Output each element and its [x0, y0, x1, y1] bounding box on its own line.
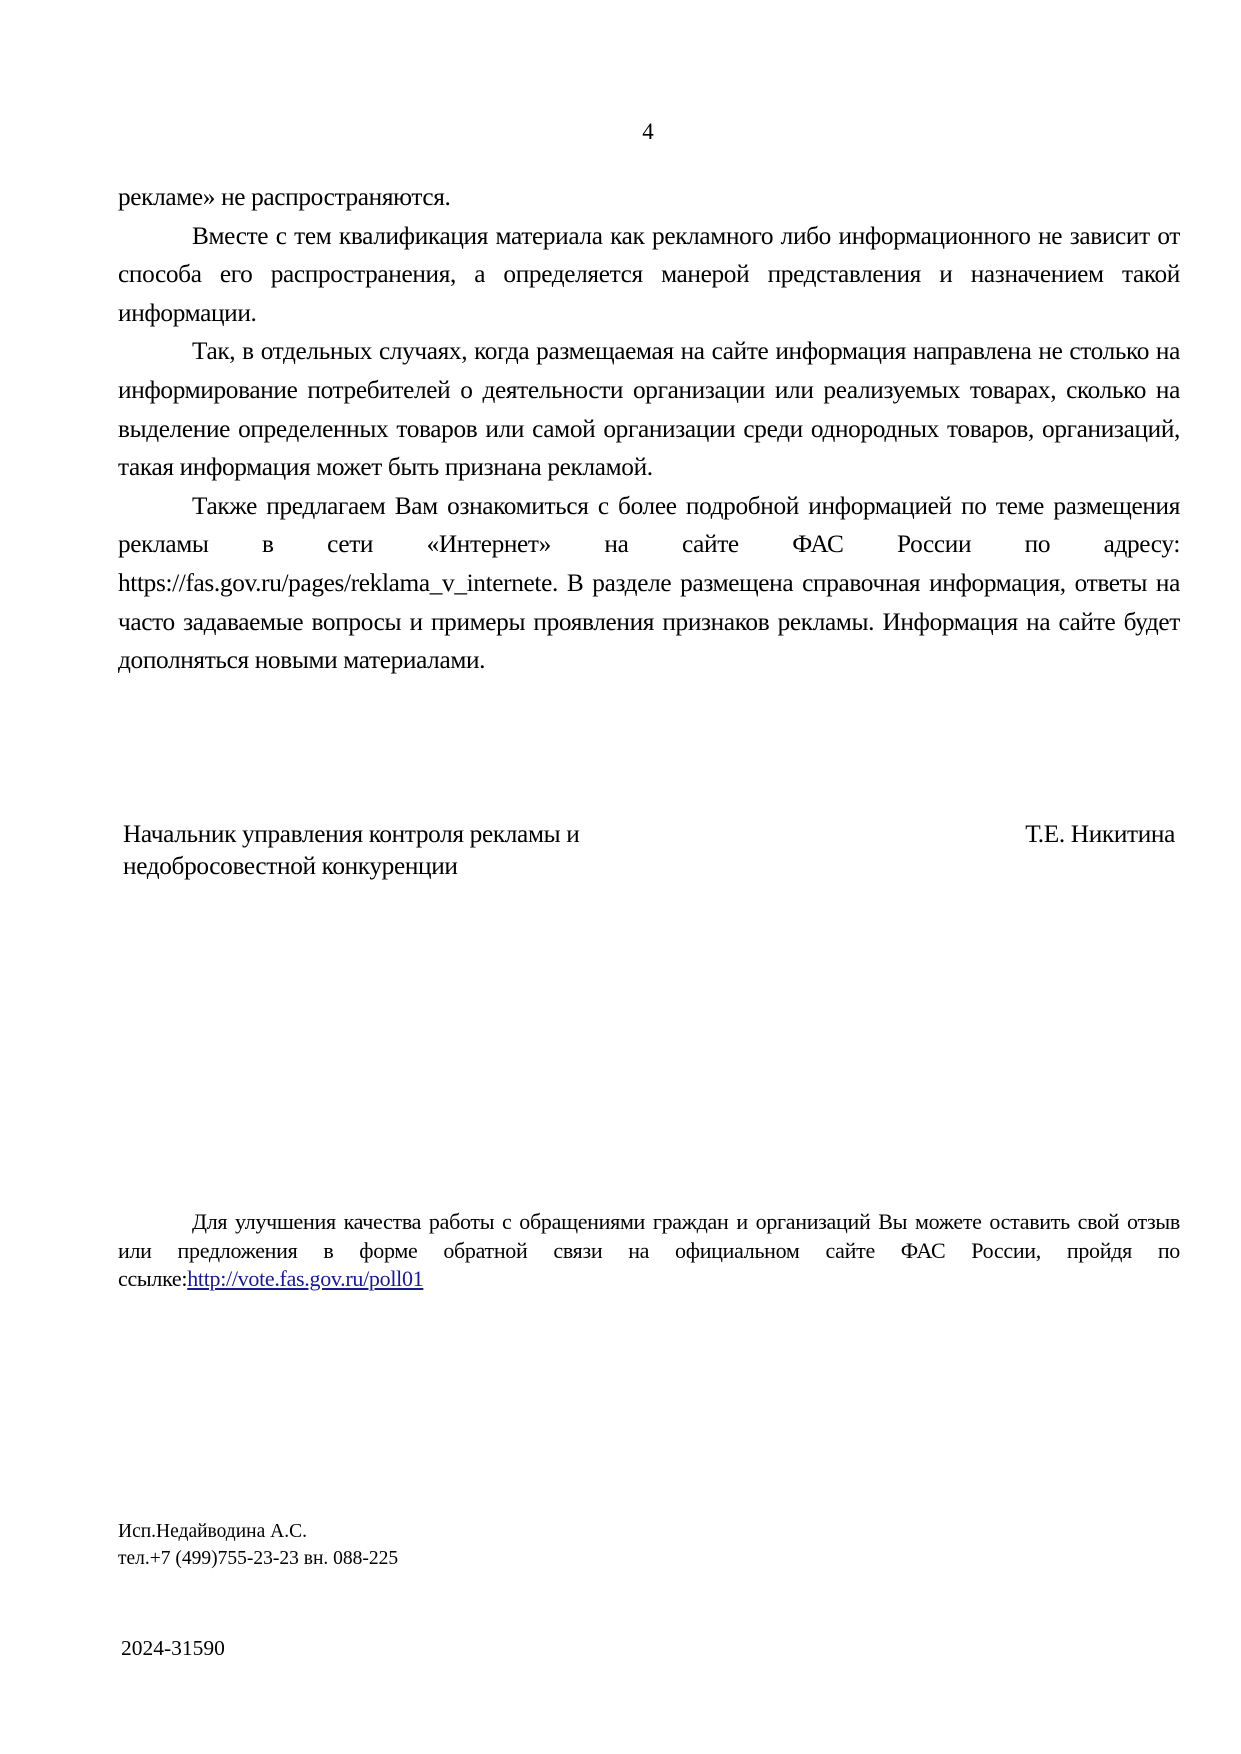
- signatory-position-line1: Начальник управления контроля рекламы и: [123, 820, 580, 848]
- executor-phone: тел.+7 (499)755-23-23 вн. 088-225: [118, 1548, 399, 1569]
- feedback-link[interactable]: http://vote.fas.gov.ru/poll01: [187, 1266, 424, 1291]
- executor-info: [118, 1518, 398, 1572]
- signatory-position: [123, 818, 723, 882]
- executor-name: Исп.Недайводина А.С.: [118, 1521, 307, 1542]
- signature-block: [123, 818, 1175, 882]
- signatory-position-line2: недобросовестной конкуренции: [123, 852, 458, 880]
- page-number: 4: [642, 119, 654, 144]
- letter-body: [118, 178, 1180, 680]
- paragraph-further-information: Также предлагаем Вам ознакомиться с более подробной информацией по теме размещения рекламы в сети «Интернет» на сайте ФАС России по адресу: https://fas.gov.ru/pages/reklama_v_internete. В разделе размещена справочная информация, ответы на часто задаваемые вопросы и примеры проявления признаков рекламы. Информация на сайте будет дополняться новыми материалами.: [118, 491, 1180, 675]
- signatory-name: Т.Е. Никитина: [1025, 820, 1175, 848]
- registration-number: 2024-31590: [121, 1636, 225, 1660]
- paragraph-continuation: рекламе» не распространяются.: [118, 183, 451, 211]
- paragraph-qualification: Вместе с тем квалификация материала как рекламного либо информационного не зависит от способа его распространения, а определяется манерой представления и назначением такой информации.: [118, 221, 1180, 327]
- feedback-text: Для улучшения качества работы с обращениями граждан и организаций Вы можете оставить свой отзыв или предложения в форме обратной связи на официальном сайте ФАС России, пройдя по ссылке:: [118, 1209, 1180, 1291]
- paragraph-website-information: Так, в отдельных случаях, когда размещаемая на сайте информация направлена не столько на информирование потребителей о деятельности организации или реализуемых товарах, сколько на выделение определенных товаров или самой организации среди однородных товаров, организаций, такая информация может быть признана рекламой.: [118, 337, 1180, 482]
- feedback-notice: [118, 1208, 1180, 1294]
